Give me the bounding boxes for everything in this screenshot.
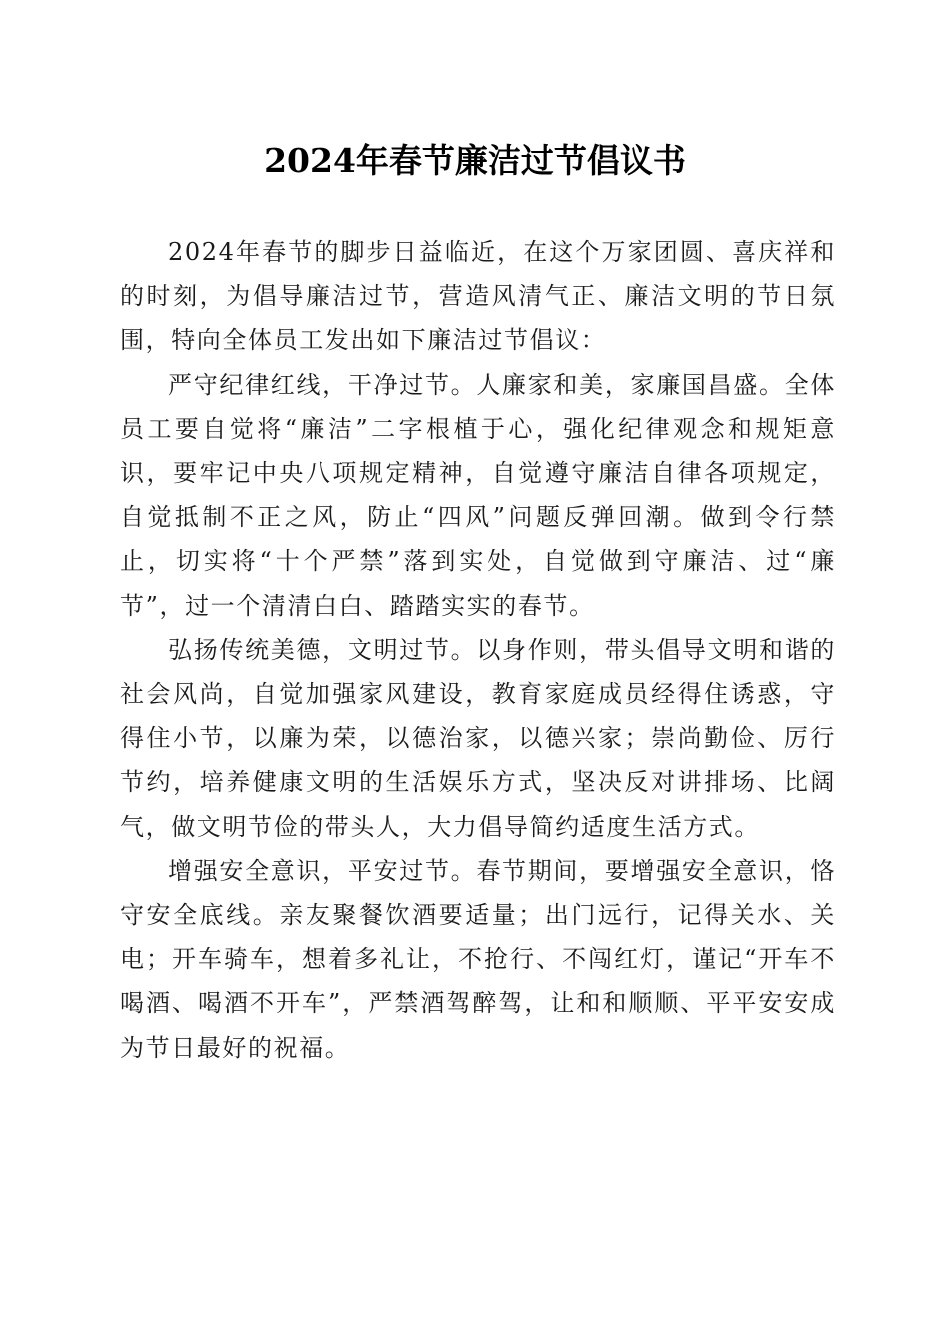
paragraph-safety: 增强安全意识，平安过节。春节期间，要增强安全意识，恪守安全底线。亲友聚餐饮酒要适量；出门远行，记得关水、关电；开车骑车，想着多礼让，不抢行、不闯红灯，谨记“开车不喝酒、喝酒不开车”，严禁酒驾醉驾，让和和顺顺、平平安安成为节日最好的祝福。: [120, 856, 836, 1062]
document-title: 2024年春节廉洁过节倡议书: [264, 141, 686, 180]
document-body: [120, 230, 836, 1070]
paragraph-discipline: 严守纪律红线，干净过节。人廉家和美，家廉国昌盛。全体员工要自觉将“廉洁”二字根植于心，强化纪律观念和规矩意识，要牢记中央八项规定精神，自觉遵守廉洁自律各项规定，自觉抵制不正之风，防止“四风”问题反弹回潮。做到令行禁止，切实将“十个严禁”落到实处，自觉做到守廉洁、过“廉节”，过一个清清白白、踏踏实实的春节。: [120, 370, 836, 620]
paragraph-virtue: 弘扬传统美德，文明过节。以身作则，带头倡导文明和谐的社会风尚，自觉加强家风建设，教育家庭成员经得住诱惑，守得住小节，以廉为荣，以德治家，以德兴家；崇尚勤俭、厉行节约，培养健康文明的生活娱乐方式，坚决反对讲排场、比阔气，做文明节俭的带头人，大力倡导简约适度生活方式。: [120, 635, 836, 841]
paragraph-intro: 2024年春节的脚步日益临近，在这个万家团圆、喜庆祥和的时刻，为倡导廉洁过节，营造风清气正、廉洁文明的节日氛围，特向全体员工发出如下廉洁过节倡议：: [120, 238, 836, 355]
